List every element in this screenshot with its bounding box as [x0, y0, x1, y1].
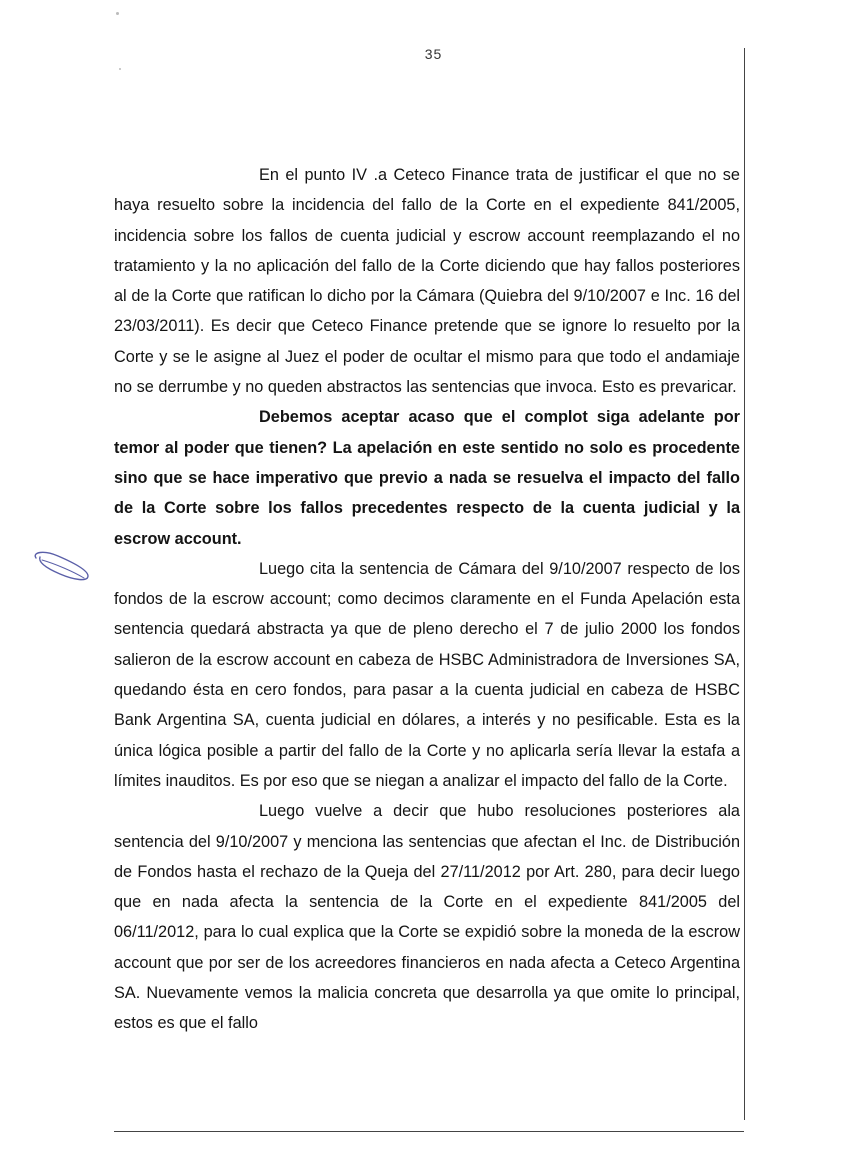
page-number: 35: [424, 46, 443, 62]
document-body: [114, 160, 740, 1039]
handwritten-margin-mark-icon: [30, 548, 94, 584]
paragraph-emphasis: Debemos aceptar acaso que el complot siga adelante por temor al poder que tienen? La apelación en este sentido no solo es procedente sino que se hace imperativo que previo a nada se resuelva el impacto del fallo de la Corte sobre los fallos precedentes respecto de la cuenta judicial y la escrow account.: [114, 408, 740, 548]
scan-speck: [119, 68, 121, 70]
paragraph: Luego vuelve a decir que hubo resoluciones posteriores ala sentencia del 9/10/2007 y menciona las sentencias que afectan el Inc. de Distribución de Fondos hasta el rechazo de la Queja del 27/11/2012 por Art. 280, para decir luego que en nada afecta la sentencia de la Corte en el expediente 841/2005 del 06/11/2012, para lo cual explica que la Corte se expidió sobre la moneda de la escrow account que por ser de los acreedores financieros en nada afecta a Ceteco Argentina SA. Nuevamente vemos la malicia concreta que desarrolla ya que omite lo principal, estos es que el fallo: [114, 802, 740, 1033]
right-margin-rule: [744, 48, 745, 1120]
paragraph: Luego cita la sentencia de Cámara del 9/10/2007 respecto de los fondos de la escrow account; como decimos claramente en el Funda Apelación esta sentencia quedará abstracta ya que de pleno derecho el 7 de julio 2000 los fondos salieron de la escrow account en cabeza de HSBC Administradora de Inversiones SA, quedando ésta en cero fondos, para pasar a la cuenta judicial en cabeza de HSBC Bank Argentina SA, cuenta judicial en dólares, a interés y no pesificable. Esta es la única lógica posible a partir del fallo de la Corte y no aplicarla sería llevar la estafa a límites inauditos. Es por eso que se niegan a analizar el impacto del fallo de la Corte.: [114, 559, 740, 790]
scan-speck: [116, 12, 119, 15]
paragraph: En el punto IV .a Ceteco Finance trata de justificar el que no se haya resuelto sobre la incidencia del fallo de la Corte en el expediente 841/2005, incidencia sobre los fallos de cuenta judicial y escrow account reemplazando el no tratamiento y la no aplicación del fallo de la Corte diciendo que hay fallos posteriores al de la Corte que ratifican lo dicho por la Cámara (Quiebra del 9/10/2007 e Inc. 16 del 23/03/2011). Es decir que Ceteco Finance pretende que se ignore lo resuelto por la Corte y se le asigne al Juez el poder de ocultar el mismo para que todo el andamiaje no se derrumbe y no queden abstractos las sentencias que invoca. Esto es prevaricar.: [114, 166, 740, 397]
footer-rule: [114, 1131, 744, 1132]
